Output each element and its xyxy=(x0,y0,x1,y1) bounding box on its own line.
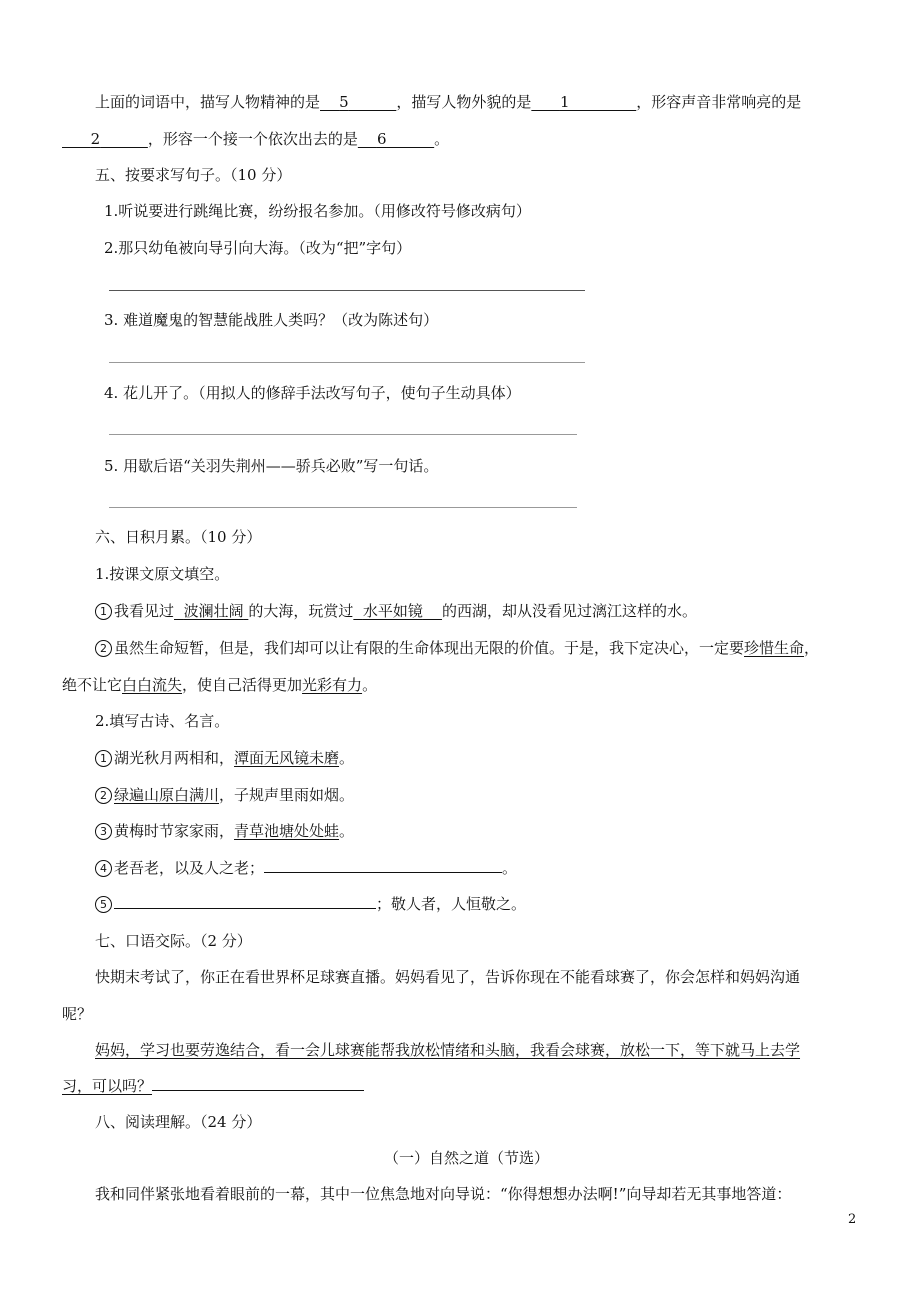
item-6-2-2: 2 绿遍山原白满川，子规声里雨如烟。 xyxy=(95,785,354,805)
question-5-2: 2.那只幼龟被向导引向大海。（改为“把”字句） xyxy=(104,239,412,257)
filled-answer: 潭面无风镜未磨 xyxy=(234,749,340,767)
answer-blank xyxy=(152,1076,364,1091)
part-6-2: 2.填写古诗、名言。 xyxy=(95,712,230,730)
answer-blank: 1 xyxy=(559,93,570,111)
part-6-1: 1.按课文原文填空。 xyxy=(95,565,230,583)
question-7: 快期末考试了，你正在看世界杯足球赛直播。妈妈看见了，告诉你现在不能看球赛了，你会怎样和妈妈沟通 xyxy=(95,968,801,986)
filled-answer: 水平如镜 xyxy=(362,602,423,620)
answer-blank xyxy=(264,858,502,873)
answer-7: 妈妈，学习也要劳逸结合，看一会儿球赛能帮我放松情绪和头脑，我看会球赛，放松一下，等下就马上去学 xyxy=(95,1041,801,1059)
answer-blank xyxy=(114,894,376,909)
page-number: 2 xyxy=(848,1212,857,1227)
circled-number: 4 xyxy=(95,860,112,877)
filled-answer: 白白流失 xyxy=(122,676,183,694)
circled-number: 3 xyxy=(95,823,112,840)
section-7-heading: 七、口语交际。（2 分） xyxy=(95,932,252,950)
section-6-heading: 六、日积月累。（10 分） xyxy=(95,528,262,546)
answer-7-cont: 习，可以吗？ xyxy=(62,1076,364,1096)
question-5-4: 4. 花儿开了。（用拟人的修辞手法改写句子，使句子生动具体） xyxy=(104,384,521,402)
circled-number: 2 xyxy=(95,787,112,804)
section-5-heading: 五、按要求写句子。（10 分） xyxy=(95,166,292,184)
item-6-2-1: 1 湖光秋月两相和，潭面无风镜未磨。 xyxy=(95,748,354,768)
s4-line-1: 上面的词语中，描写人物精神的是 5 ，描写人物外貌的是 1 ，形容声音非常响亮的是 xyxy=(95,93,802,111)
circled-number: 2 xyxy=(95,640,112,657)
s4-line-2: 2 ，形容一个接一个依次出去的是 6 。 xyxy=(62,129,449,149)
question-5-3: 3. 难道魔鬼的智慧能战胜人类吗？（改为陈述句） xyxy=(104,311,439,329)
filled-answer: 波澜壮阔 xyxy=(183,602,244,620)
circled-number: 5 xyxy=(95,896,112,913)
answer-line xyxy=(109,434,577,435)
circled-number: 1 xyxy=(95,750,112,767)
filled-answer: 青草池塘处处蛙 xyxy=(234,822,340,840)
filled-answer: 绿遍山原白满川 xyxy=(114,786,220,804)
question-5-5: 5. 用歇后语“关羽失荆州——骄兵必败”写一句话。 xyxy=(104,457,439,475)
answer-line xyxy=(109,507,577,508)
answer-line xyxy=(109,290,585,291)
item-6-1-1: 1 我看见过 波澜壮阔 的大海，玩赏过 水平如镜 的西湖，却从没看见过漓江这样的水。 xyxy=(95,601,697,621)
answer-line xyxy=(109,362,585,363)
answer-blank: 6 xyxy=(376,130,387,148)
question-7-cont: 呢？ xyxy=(62,1005,93,1023)
filled-answer: 光彩有力 xyxy=(302,676,363,694)
reading-paragraph: 我和同伴紧张地看着眼前的一幕，其中一位焦急地对向导说：“你得想想办法啊!”向导却若无其事地答道： xyxy=(95,1185,792,1203)
item-6-2-5: 5 ；敬人者，人恒敬之。 xyxy=(95,894,526,914)
item-6-2-3: 3 黄梅时节家家雨，青草池塘处处蛙。 xyxy=(95,821,354,841)
reading-title: （一）自然之道（节选） xyxy=(384,1149,550,1167)
item-6-1-2: 2 虽然生命短暂，但是，我们却可以让有限的生命体现出无限的价值。于是，我下定决心，一定要珍惜生命， xyxy=(95,638,819,658)
question-5-1: 1.听说要进行跳绳比赛，纷纷报名参加。（用修改符号修改病句） xyxy=(104,202,531,220)
item-6-2-4: 4 老吾老，以及人之老； 。 xyxy=(95,858,517,878)
section-8-heading: 八、阅读理解。（24 分） xyxy=(95,1113,262,1131)
filled-answer: 珍惜生命 xyxy=(744,639,805,657)
answer-blank: 5 xyxy=(339,93,349,111)
answer-blank: 2 xyxy=(90,130,101,148)
circled-number: 1 xyxy=(95,603,112,620)
item-6-1-2-cont: 绝不让它白白流失，使自己活得更加光彩有力。 xyxy=(62,676,378,694)
